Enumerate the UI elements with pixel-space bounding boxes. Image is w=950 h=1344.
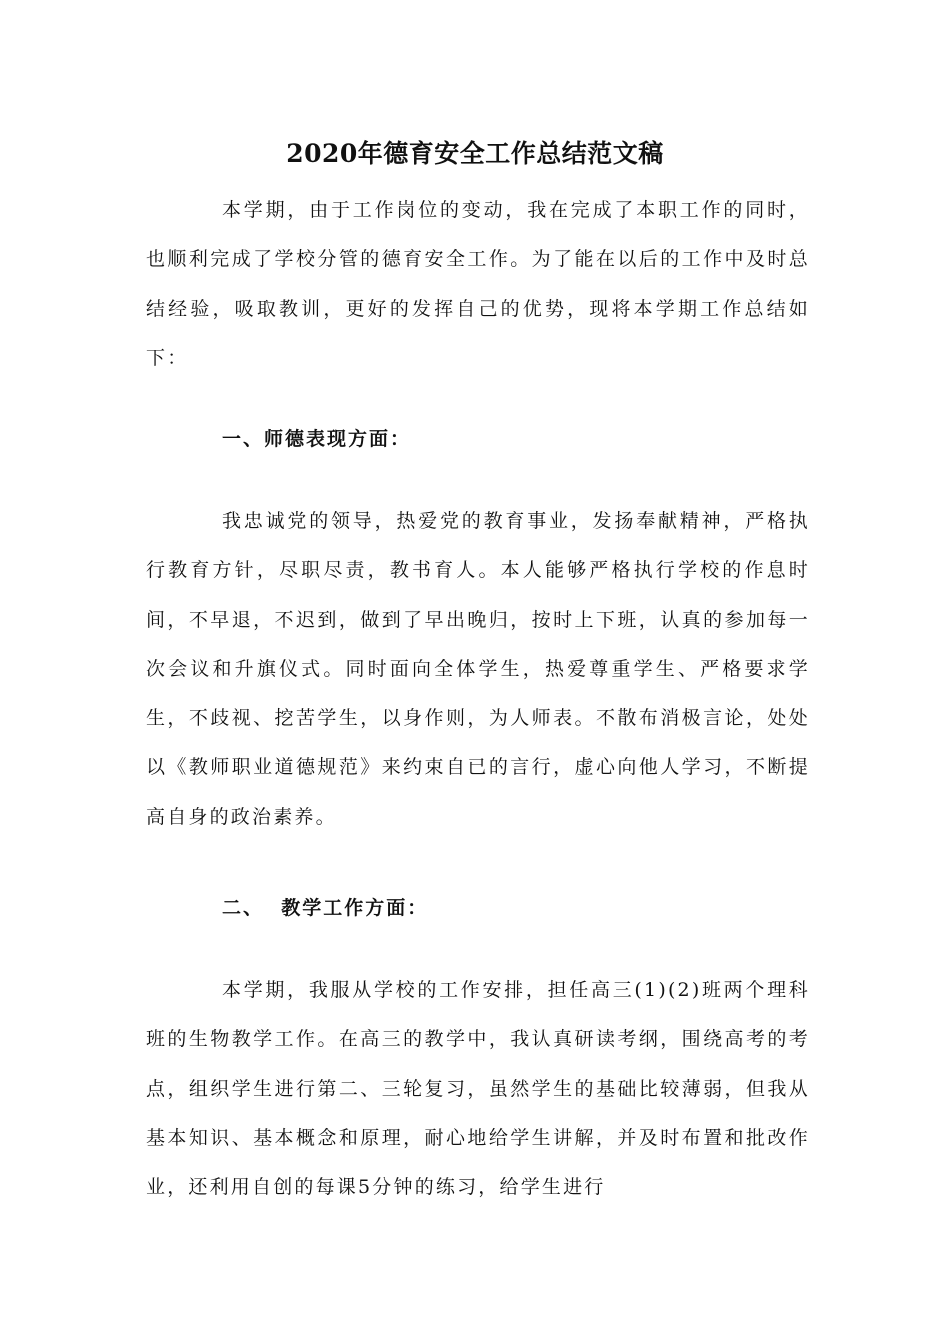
section-body-teaching-work: 本学期，我服从学校的工作安排，担任高三(1)(2)班两个理科班的生物教学工作。在高三的教学中，我认真研读考纲，围绕高考的考点，组织学生进行第二、三轮复习，虽然学生的基础比较薄弱，但我从基本知识、基本概念和原理，耐心地给学生讲解，并及时布置和批改作业，还利用自创的每课5分钟的练习，给学生进行	[146, 979, 810, 1199]
section-heading-teaching-work: 二、 教学工作方面：	[222, 897, 429, 919]
section-heading-teacher-ethics: 一、师德表现方面：	[222, 428, 412, 450]
intro-paragraph: 本学期，由于工作岗位的变动，我在完成了本职工作的同时，也顺利完成了学校分管的德育安全工作。为了能在以后的工作中及时总结经验，吸取教训，更好的发挥自己的优势，现将本学期工作总结如下：	[146, 199, 810, 369]
document-title: 2020年德育安全工作总结范文稿	[286, 139, 664, 168]
section-body-teacher-ethics: 我忠诚党的领导，热爱党的教育事业，发扬奉献精神，严格执行教育方针，尽职尽责，教书育人。本人能够严格执行学校的作息时间，不早退，不迟到，做到了早出晚归，按时上下班，认真的参加每一次会议和升旗仪式。同时面向全体学生，热爱尊重学生、严格要求学生，不歧视、挖苦学生，以身作则，为人师表。不散布消极言论，处处以《教师职业道德规范》来约束自已的言行，虚心向他人学习，不断提高自身的政治素养。	[146, 510, 810, 828]
